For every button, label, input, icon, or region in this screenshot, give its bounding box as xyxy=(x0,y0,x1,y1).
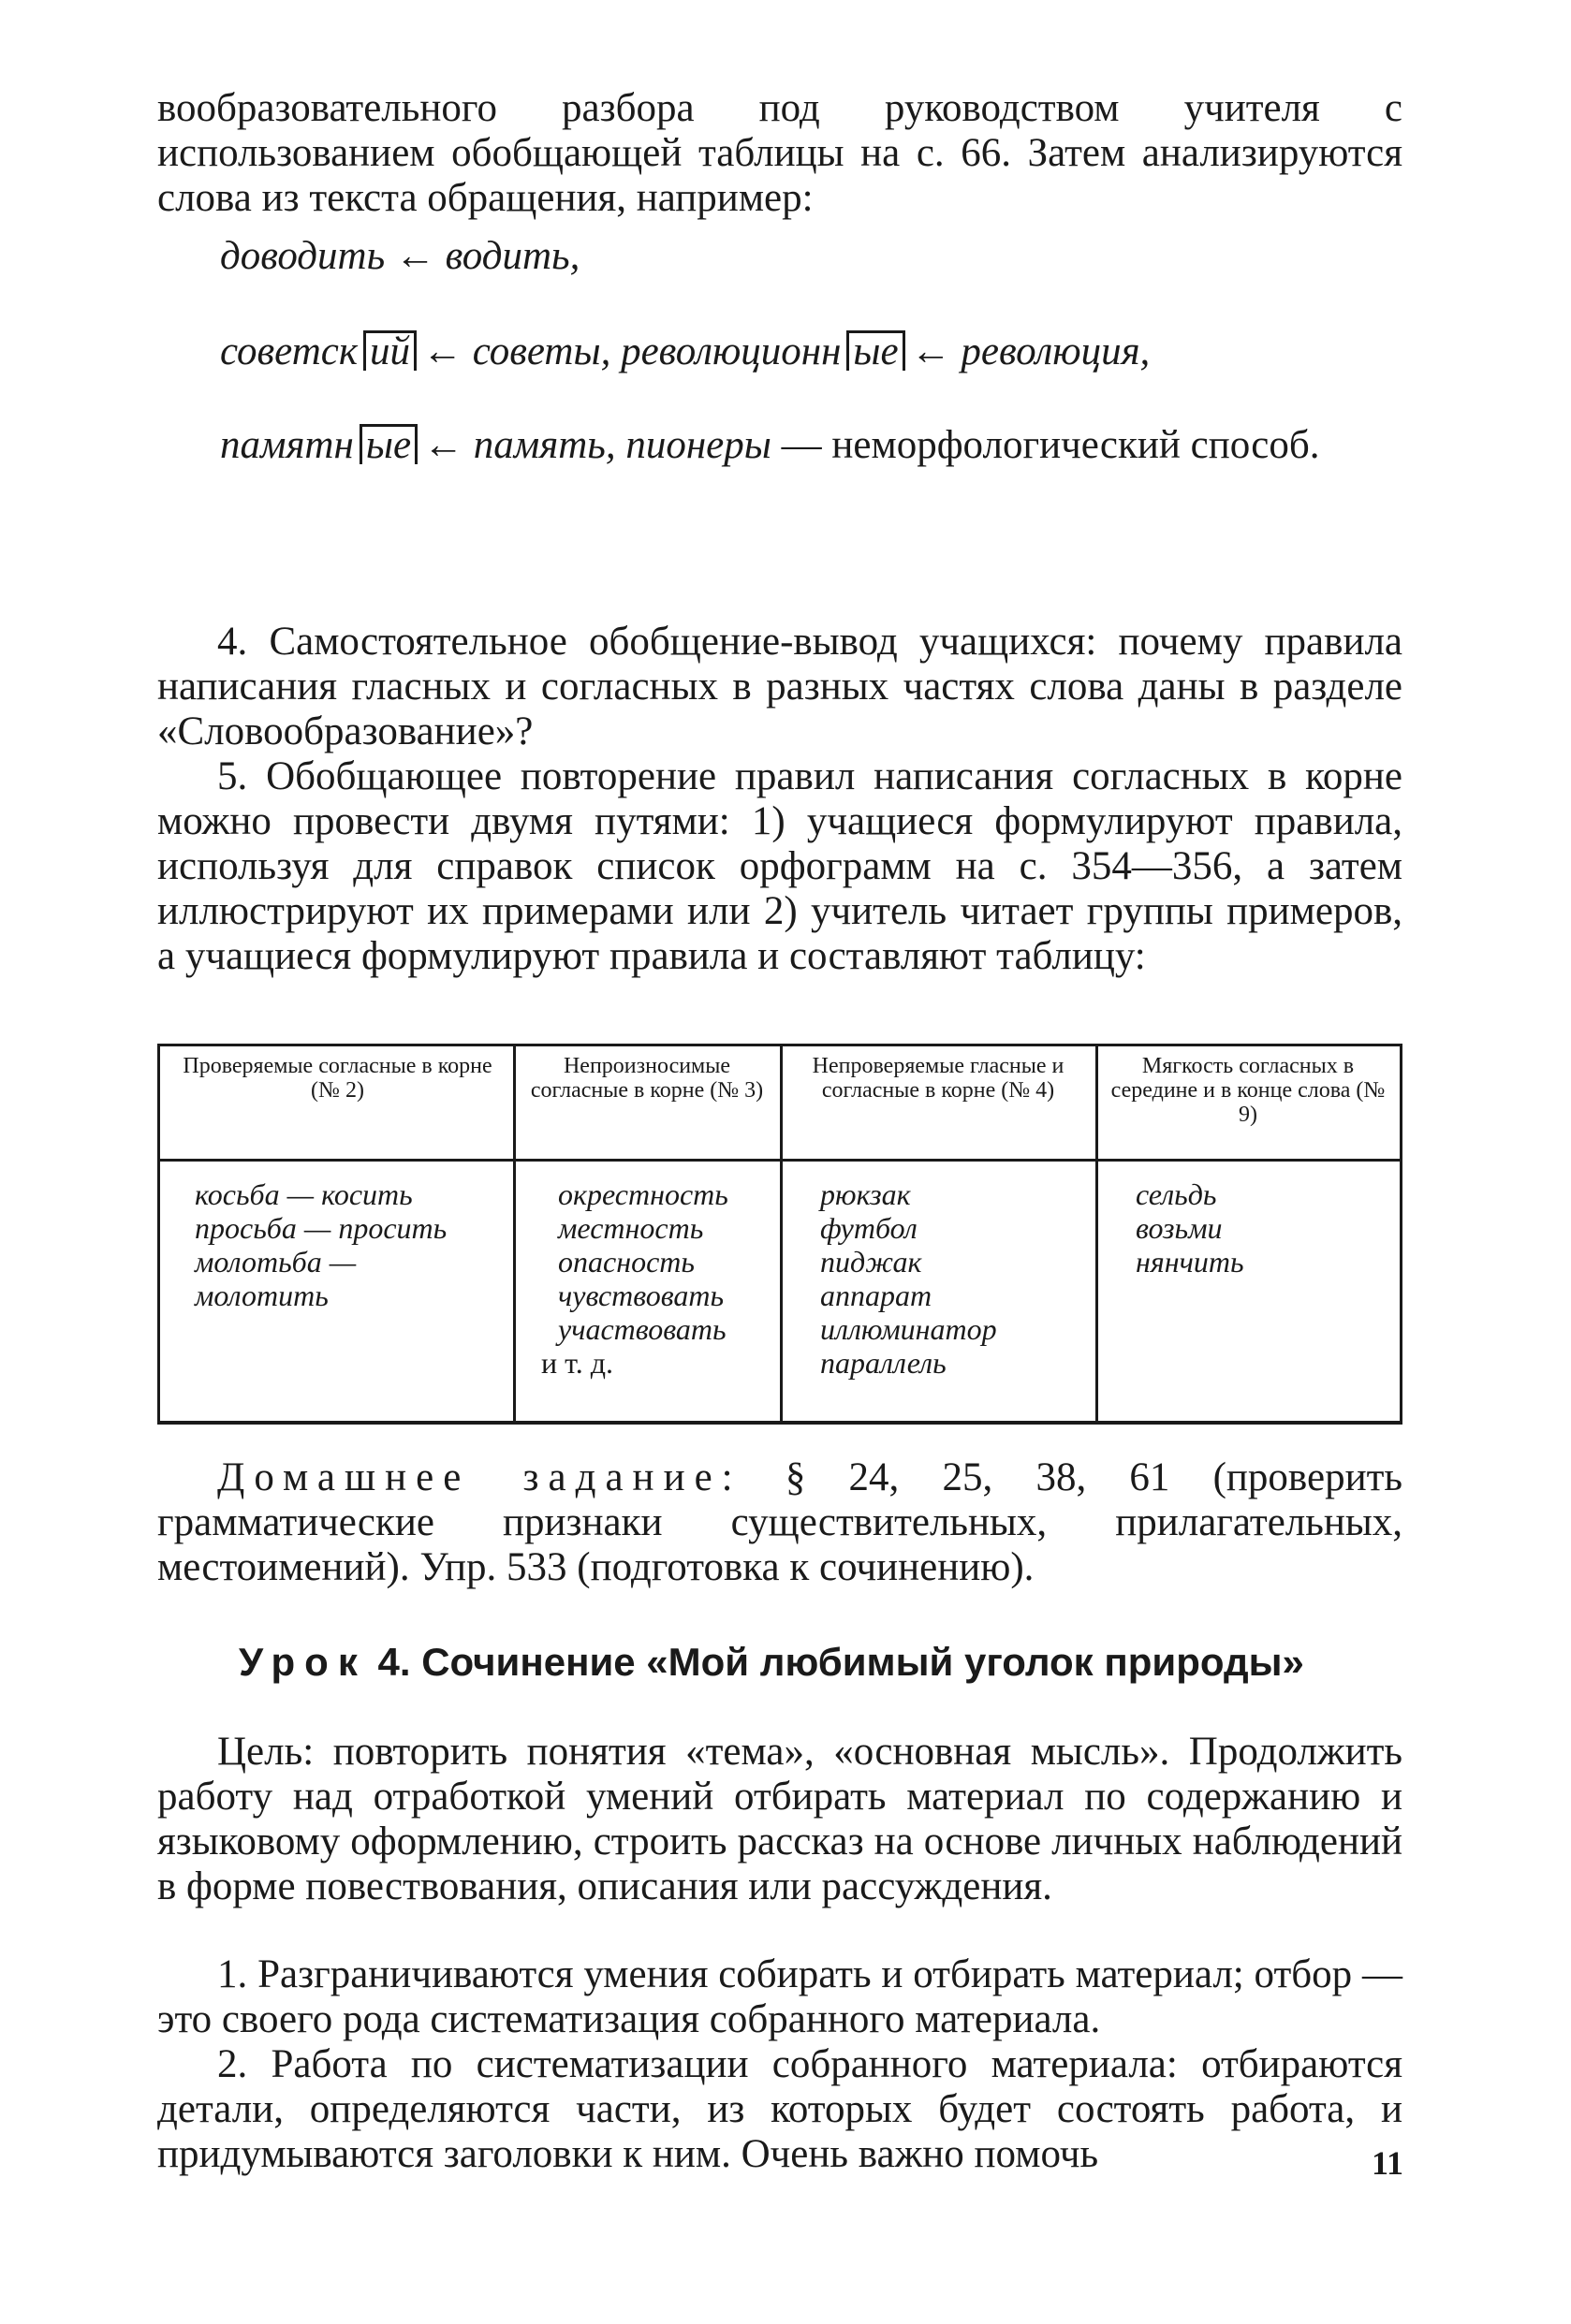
ending-box-ii: ий xyxy=(363,330,417,371)
list-item: участвовать xyxy=(558,1312,727,1346)
list-item: окрестность xyxy=(558,1177,728,1211)
item-5-paragraph: 5. Обобщающее повторение правил написания согласных в корне можно провести двумя путями: 1) учащиеся формулируют правила, используя для справок список орфограмм на с. 354—356, а затем иллюстрируют их примерами или 2) учитель читает группы примеров, а учащиеся формулируют правила и составляют таблицу: xyxy=(157,754,1402,978)
lesson-title-prefix: Урок xyxy=(239,1640,367,1684)
homework-paragraph xyxy=(157,1455,1402,1590)
list-item: иллюминатор xyxy=(820,1312,997,1346)
example-line-2 xyxy=(220,329,1150,374)
list-item: и т. д. xyxy=(541,1346,613,1380)
table-header-1: Проверяемые согласные в корне (№ 2) xyxy=(183,1054,492,1103)
list-item: сельдь xyxy=(1136,1177,1217,1211)
table-header-4: Мягкость согласных в середине и в конце слова (№ 9) xyxy=(1110,1054,1386,1127)
example-note: — неморфологический способ. xyxy=(771,423,1320,467)
list-item: просьба — просить xyxy=(195,1211,448,1245)
homework-text: § 24, 25, 38, 61 (проверить грамматические признаки существительных, прилагательных, местоимений). Упр. 533 (подготовка к сочинению). xyxy=(157,1455,1402,1589)
list-item: параллель xyxy=(820,1346,947,1380)
step-2-paragraph: 2. Работа по систематизации собранного материала: отбираются детали, определяются части, из которых будет состоять работа, и придумываются заголовки к ним. Очень важно помочь xyxy=(157,2042,1402,2176)
ending-box-ye: ые xyxy=(846,330,904,371)
example-source-pamyat: ← память, пионеры xyxy=(423,423,771,467)
example-line-1: доводить ← водить, xyxy=(220,234,580,278)
item-4-paragraph: 4. Самостоятельное обобщение-вывод учащихся: почему правила написания гласных и согласных в разных частях слова даны в разделе «Словообразование»? xyxy=(157,620,1402,753)
list-item: молотьба — молотить xyxy=(195,1245,357,1312)
goal-paragraph: Цель: повторить понятия «тема», «основная мысль». Продолжить работу над отработкой умений отбирать материал по содержанию и языковому оформлению, строить рассказ на основе личных наблюдений в форме повествования, описания или рассуждения. xyxy=(157,1730,1402,1908)
list-item: нянчить xyxy=(1136,1245,1244,1279)
list-item: местность xyxy=(558,1211,704,1245)
table-cell-2 xyxy=(541,1177,773,1380)
list-item: возьми xyxy=(1136,1211,1223,1245)
list-item: футбол xyxy=(820,1211,918,1245)
example-stem-pamyatn: памятн xyxy=(220,423,354,467)
list-item: пиджак xyxy=(820,1245,922,1279)
table-header-2: Непроизносимые согласные в корне (№ 3) xyxy=(530,1054,764,1103)
table-cell-4 xyxy=(1136,1177,1379,1279)
list-item: опасность xyxy=(558,1245,695,1279)
list-item: чувствовать xyxy=(558,1279,725,1312)
intro-paragraph: вообразовательного разбора под руководством учителя с использованием обобщающей таблицы на с. 66. Затем анализируются слова из текста обращения, например: xyxy=(157,86,1402,220)
example-stem-sovetsk: советск xyxy=(220,329,358,373)
homework-label: Домашнее задание: xyxy=(217,1455,742,1499)
consonants-table xyxy=(157,1044,1402,1425)
example-source-revolyutsiya: ← революция, xyxy=(910,329,1151,373)
lesson-title xyxy=(239,1640,1304,1685)
lesson-title-text: 4. Сочинение «Мой любимый уголок природы» xyxy=(366,1640,1304,1684)
list-item: косьба — косить xyxy=(195,1177,413,1211)
list-item: аппарат xyxy=(820,1279,932,1312)
example-line-3 xyxy=(220,423,1320,468)
example-source-sovety: ← советы, революционн xyxy=(421,329,842,373)
table-cell-1 xyxy=(195,1177,494,1312)
table-header-3: Непроверяемые гласные и согласные в корне (№ 4) xyxy=(812,1054,1064,1103)
page-number: 11 xyxy=(1372,2144,1404,2182)
step-1-paragraph: 1. Разграничиваются умения собирать и отбирать материал; отбор — это своего рода систематизация собранного материала. xyxy=(157,1952,1402,2041)
table-cell-3 xyxy=(820,1177,1082,1380)
ending-box-ye-2: ые xyxy=(360,424,418,464)
list-item: рюкзак xyxy=(820,1177,911,1211)
